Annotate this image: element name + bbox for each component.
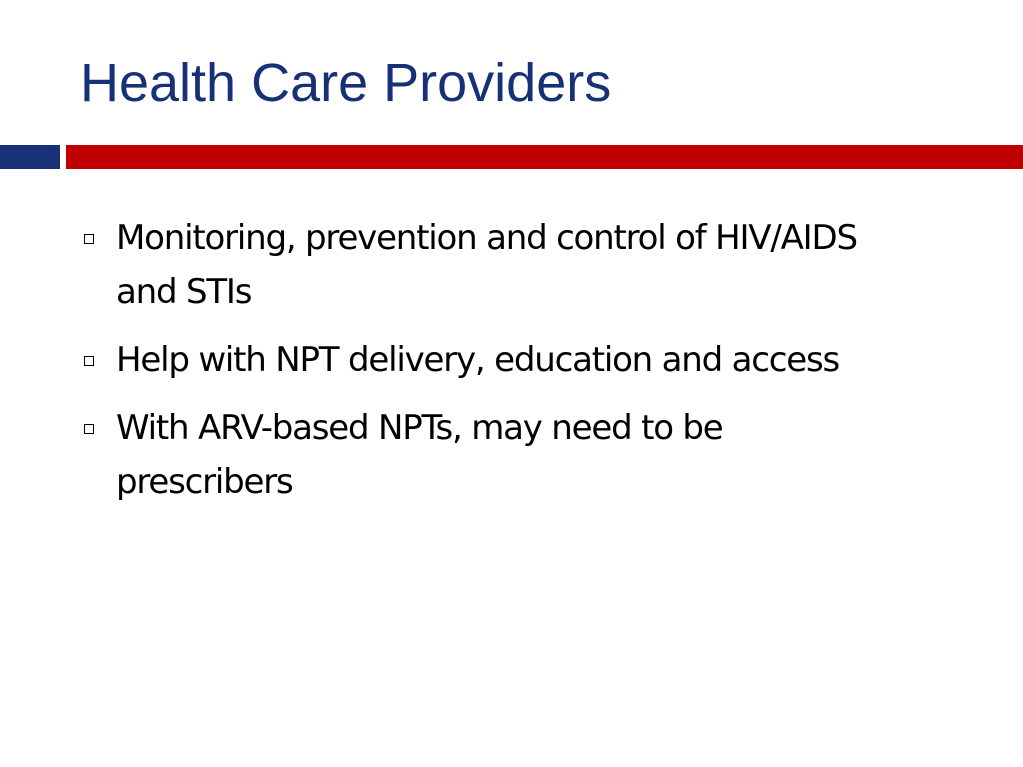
title-rule-red-segment — [66, 145, 1023, 169]
bullet-text: Monitoring, prevention and control of HIV/AIDS and STIs — [116, 218, 857, 312]
bullet-item — [78, 401, 878, 509]
slide-title: Health Care Providers — [80, 53, 612, 113]
square-bullet-icon — [84, 234, 94, 244]
bullet-text: With ARV-based NPTs, may need to be prescribers — [116, 408, 723, 502]
bullet-list — [78, 211, 878, 523]
bullet-item — [78, 333, 878, 387]
title-rule-blue-segment — [0, 145, 60, 169]
square-bullet-icon — [84, 356, 94, 366]
bullet-item — [78, 211, 878, 319]
square-bullet-icon — [84, 424, 94, 434]
bullet-text: Help with NPT delivery, education and access — [116, 340, 839, 380]
